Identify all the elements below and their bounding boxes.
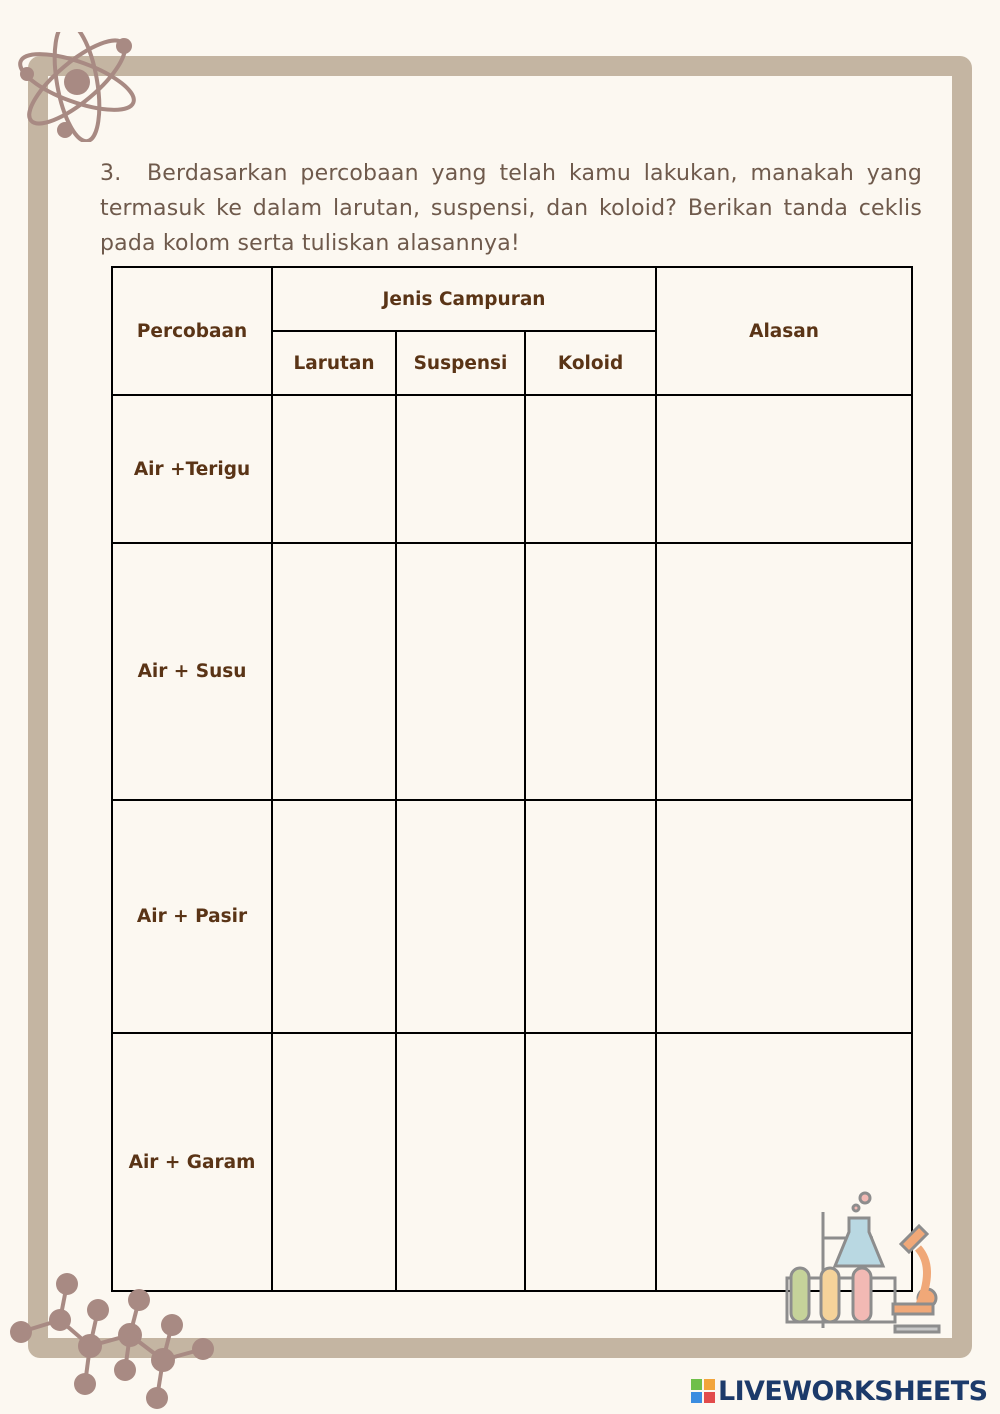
answer-suspensi-terigu[interactable] — [396, 395, 525, 543]
answer-koloid-garam[interactable] — [525, 1033, 656, 1291]
header-percobaan: Percobaan — [112, 267, 272, 395]
question-number: 3. — [100, 161, 122, 186]
atom-icon — [12, 32, 142, 142]
answer-alasan-pasir[interactable] — [656, 800, 912, 1033]
table-row — [112, 395, 912, 543]
question-text — [100, 156, 922, 261]
row-label-air-susu: Air + Susu — [112, 543, 272, 800]
answer-koloid-terigu[interactable] — [525, 395, 656, 543]
answer-larutan-pasir[interactable] — [272, 800, 396, 1033]
worksheet-table — [111, 266, 913, 1292]
row-label-air-terigu: Air +Terigu — [112, 395, 272, 543]
header-row — [112, 267, 912, 331]
answer-koloid-susu[interactable] — [525, 543, 656, 800]
table-row — [112, 800, 912, 1033]
question-body: Berdasarkan percobaan yang telah kamu lakukan, manakah yang termasuk ke dalam larutan, suspensi, dan koloid? Berikan tanda ceklis pada kolom serta tuliskan alasannya! — [100, 161, 923, 256]
lab-equipment-icon — [783, 1188, 943, 1336]
answer-larutan-terigu[interactable] — [272, 395, 396, 543]
answer-suspensi-garam[interactable] — [396, 1033, 525, 1291]
liveworksheets-logo — [691, 1373, 987, 1409]
row-label-air-garam: Air + Garam — [112, 1033, 272, 1291]
row-label-air-pasir: Air + Pasir — [112, 800, 272, 1033]
answer-alasan-susu[interactable] — [656, 543, 912, 800]
answer-larutan-susu[interactable] — [272, 543, 396, 800]
brand-name: LIVEWORKSHEETS — [718, 1375, 988, 1407]
subheader-suspensi: Suspensi — [396, 331, 525, 395]
molecule-icon — [5, 1268, 225, 1410]
answer-alasan-terigu[interactable] — [656, 395, 912, 543]
subheader-koloid: Koloid — [525, 331, 656, 395]
subheader-larutan: Larutan — [272, 331, 396, 395]
header-jenis-campuran: Jenis Campuran — [272, 267, 656, 331]
answer-suspensi-pasir[interactable] — [396, 800, 525, 1033]
answer-koloid-pasir[interactable] — [525, 800, 656, 1033]
answer-suspensi-susu[interactable] — [396, 543, 525, 800]
header-alasan: Alasan — [656, 267, 912, 395]
table-row — [112, 543, 912, 800]
liveworksheets-logo-icon — [691, 1379, 715, 1403]
answer-larutan-garam[interactable] — [272, 1033, 396, 1291]
